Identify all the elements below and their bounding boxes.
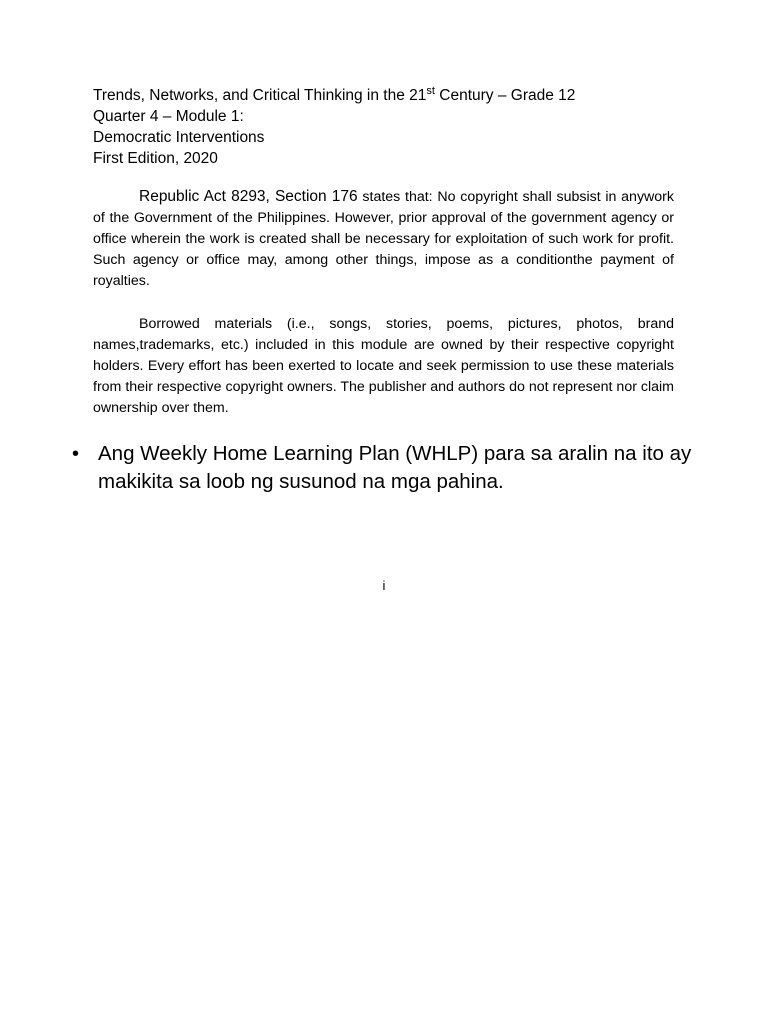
copyright-notice-body: states that: No copyright shall subsist in anywork of the Government of the Philippines. However, prior approval of the government agency or office wherein the work is created shall be necessary for exploitation of such work for profit. Such agency or office may, among other things, impose as a conditionthe payment of royalties. — [93, 189, 674, 289]
copyright-law-reference: Republic Act 8293, Section 176 — [139, 188, 358, 205]
title-text-post: Century – Grade 12 — [434, 87, 576, 104]
module-title-line — [93, 85, 575, 106]
module-header — [93, 85, 575, 169]
bullet-marker: • — [72, 443, 80, 465]
title-superscript: st — [426, 85, 435, 97]
copyright-notice — [93, 186, 674, 292]
page-number: i — [382, 578, 386, 593]
module-name: Democratic Interventions — [93, 129, 265, 146]
edition-line: First Edition, 2020 — [93, 150, 218, 167]
whlp-bullet-item — [72, 440, 712, 496]
quarter-line: Quarter 4 – Module 1: — [93, 108, 244, 125]
whlp-bullet-text: Ang Weekly Home Learning Plan (WHLP) para sa aralin na ito ay makikita sa loob ng susunod na mga pahina. — [98, 442, 692, 493]
borrowed-materials-notice: Borrowed materials (i.e., songs, stories, poems, pictures, photos, brand names,trademarks, etc.) included in this module are owned by their respective copyright holders. Every effort has been exerted to locate and seek permission to use these materials from their respective copyright owners. The publisher and authors do not represent nor claim ownership over them. — [93, 316, 674, 416]
title-text-pre: Trends, Networks, and Critical Thinking in the 21 — [93, 87, 427, 104]
